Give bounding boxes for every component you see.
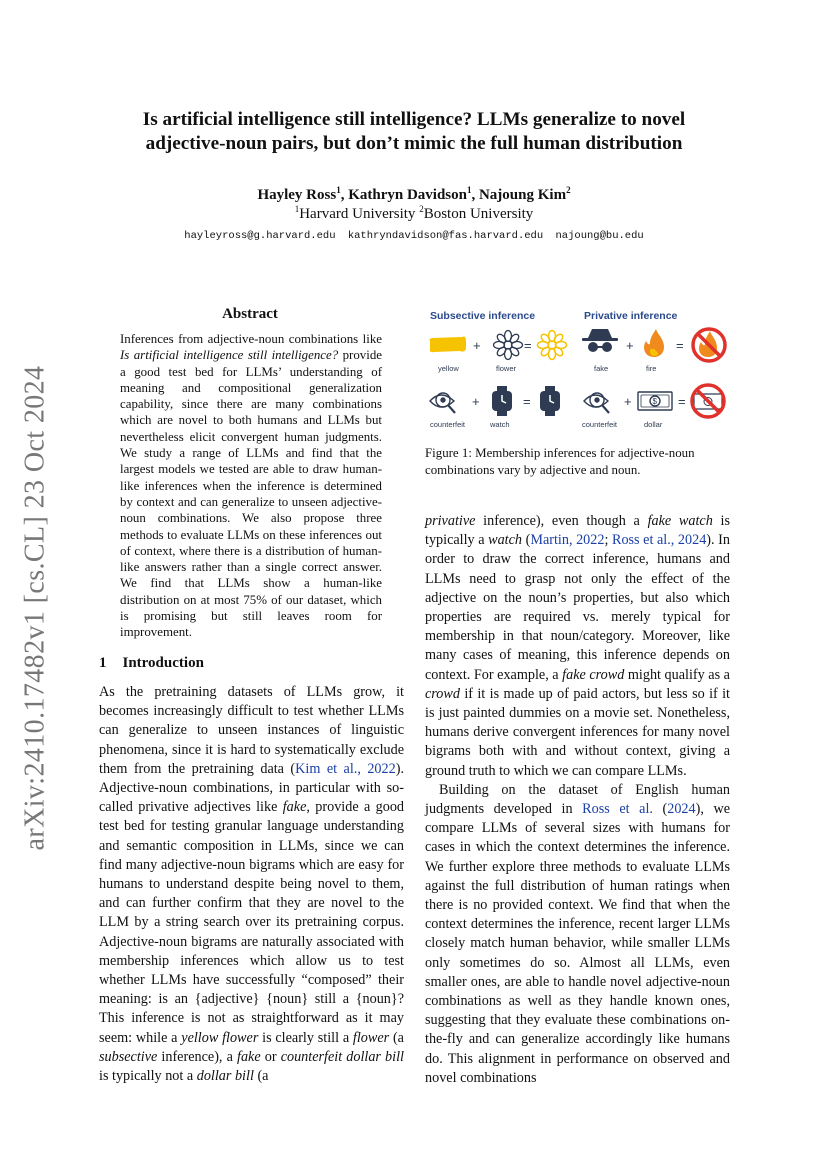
fire-icon — [644, 329, 664, 357]
figure-1 — [424, 305, 730, 433]
section-number: 1 — [99, 655, 107, 671]
author-name: Hayley Ross — [257, 187, 337, 203]
email[interactable]: kathryndavidson@fas.harvard.edu — [347, 230, 544, 242]
affiliations — [100, 206, 728, 223]
equals-sign: = — [678, 394, 686, 409]
figure-caption: Figure 1: Membership inferences for adjective-noun combinations vary by adjective and noun. — [425, 446, 695, 477]
label-fake: fake — [594, 364, 609, 373]
author-list: Hayley Ross$^1$, Kathryn Davidson$^1$, Najoung Kim$^2$ — [257, 185, 571, 203]
intro-paragraph: privative inference), even though a fake watch is typically a watch (Martin, 2022; Ross et al., 2024). In order to draw the correct inference, humans and LLMs need to grasp not only the effect of the adjective on the noun’s properties, but also which properties are required vs. merely typical for membership in that noun/category. Moreover, like many cases of meaning, this inference depends on context. For example, a fake crowd might qualify as a crowd if it is made up of paid actors, but less so if it is just painted dummies on a movie set. Nonetheless, humans derive convergent inferences for many novel bigrams both with and without context, giving a ground truth to which we can compare LLMs. — [425, 513, 730, 779]
citation-link[interactable]: Kim et al., 2022 — [295, 760, 396, 777]
watch-icon — [492, 386, 512, 416]
citation-link[interactable]: 2024 — [667, 801, 696, 818]
intro-right-column — [425, 512, 730, 1088]
label-yellow: yellow — [438, 364, 459, 373]
dollar-bill-icon — [638, 392, 672, 410]
title-line-2: adjective-noun pairs, but don’t mimic the full human distribution — [145, 133, 683, 154]
paint-stroke-icon — [429, 337, 466, 353]
email[interactable]: hayleyross@g.harvard.edu — [184, 230, 336, 242]
label-counterfeit: counterfeit — [430, 420, 466, 429]
plus-sign: + — [472, 394, 480, 409]
magnifier-eye-icon — [584, 393, 609, 413]
membership-inference-figure — [424, 305, 730, 433]
label-watch: watch — [490, 420, 510, 429]
affil-name: Harvard University — [299, 206, 416, 222]
label-counterfeit-2: counterfeit — [582, 420, 618, 429]
section-title: Introduction — [122, 655, 204, 671]
magnifier-eye-icon — [430, 393, 455, 413]
affil-mark: 1 — [294, 204, 300, 214]
intro-paragraph: As the pretraining datasets of LLMs grow, it becomes increasingly difficult to test whether LLMs can generalize to unseen instances of linguistic phenomena, since it is hard to systematically exclude them from the pretraining data (Kim et al., 2022). Adjective-noun combinations, in particular with so-called privative adjectives like fake, provide a good test bed for testing granular language understanding and semantic composition in LLMs, since we can find many adjective-noun bigrams which are easy for humans to understand despite being novel to them, and can further confirm that they are novel to the LLM by a string search over its pretraining corpus. Adjective-noun bigrams are naturally associated with membership inferences which allow us to test whether LLMs have successfully “composed” their meaning: is an {adjective} {noun} still a {noun}? This inference is not as straightforward as it may seem: while a yellow flower is clearly still a flower (a subsective inference), a fake or counterfeit dollar bill is typically not a dollar bill (a — [99, 684, 405, 1085]
equals-sign: = — [676, 338, 684, 353]
arxiv-id: arXiv:2410.17482v1 [cs.CL] 23 Oct 2024 — [19, 365, 51, 850]
yellow-flower-icon — [538, 331, 567, 360]
plus-sign: + — [626, 338, 634, 353]
plus-sign: + — [624, 394, 632, 409]
equals-sign: = — [524, 338, 532, 353]
affil-name: Boston University — [423, 206, 534, 222]
arxiv-stamp — [20, 345, 50, 870]
label-flower: flower — [496, 364, 517, 373]
watch-result-icon — [540, 386, 560, 416]
subsective-title: Subsective inference — [430, 310, 536, 322]
flower-outline-icon — [494, 331, 523, 360]
paper-title — [100, 108, 728, 156]
affil-mark: 2 — [419, 204, 424, 214]
abstract-heading: Abstract — [222, 306, 278, 322]
intro-left-column — [99, 683, 404, 1086]
intro-paragraph: Building on the dataset of English human judgments developed in Ross et al. (2024), we compare LLMs of several sizes with humans for cases in which the context determines the inference. We further explore three methods to evaluate LLMs against the full distribution of human ratings when there is no provided context. We find that when the context determines the inference, recent larger LLMs closely match human behavior, while smaller LLMs only sometimes do so. Almost all LLMs, even smaller ones, are able to handle novel adjective-noun combinations as well as they handle known ones, suggesting that they evaluate these combinations on-the-fly and can generalize accordingly like humans do. This alignment in performance on observed and novel combinations — [425, 781, 730, 1086]
author-affil-mark: 2 — [566, 185, 571, 195]
equals-sign: = — [523, 394, 531, 409]
citation-link[interactable]: Ross et al. — [582, 801, 653, 818]
author-name: Najoung Kim — [478, 187, 567, 203]
label-dollar: dollar — [644, 420, 663, 429]
no-fire-icon — [693, 329, 725, 361]
author-name: Kathryn Davidson — [348, 187, 467, 203]
label-fire: fire — [646, 364, 657, 373]
abstract-body: Inferences from adjective-noun combinations like Is artificial intelligence still intelligence? provide a good test bed for LLMs’ understanding of meaning and compositional generalization capability, since there are many combinations which are novel to both humans and LLMs but nevertheless elicit convergent human judgments. We study a range of LLMs and find that the largest models we tested are able to draw human-like inferences when the inference is determined by context and can generalize to unseen adjective-noun combinations. We also propose three methods to evaluate LLMs on these inferences out of context, where there is a distribution of human-like answers rather than a single correct answer. We find that LLMs show a human-like distribution on at most 75% of our dataset, which is promising but still leaves room for improvement. — [120, 332, 382, 640]
citation-link[interactable]: Ross et al., 2024 — [611, 532, 707, 549]
no-dollar-icon — [692, 385, 724, 417]
citation-link[interactable]: Martin, 2022 — [530, 532, 605, 549]
author-emails — [100, 230, 728, 242]
title-line-1: Is artificial intelligence still intelligence? LLMs generalize to novel — [142, 109, 686, 130]
author-affil-mark: 1 — [466, 185, 472, 195]
disguise-glasses-icon — [582, 329, 618, 352]
email[interactable]: najoung@bu.edu — [555, 230, 644, 242]
section-heading — [99, 655, 204, 672]
plus-sign: + — [473, 338, 481, 353]
privative-title: Privative inference — [584, 310, 678, 322]
author-affil-mark: 1 — [336, 185, 341, 195]
svg-text:$: $ — [652, 397, 657, 406]
